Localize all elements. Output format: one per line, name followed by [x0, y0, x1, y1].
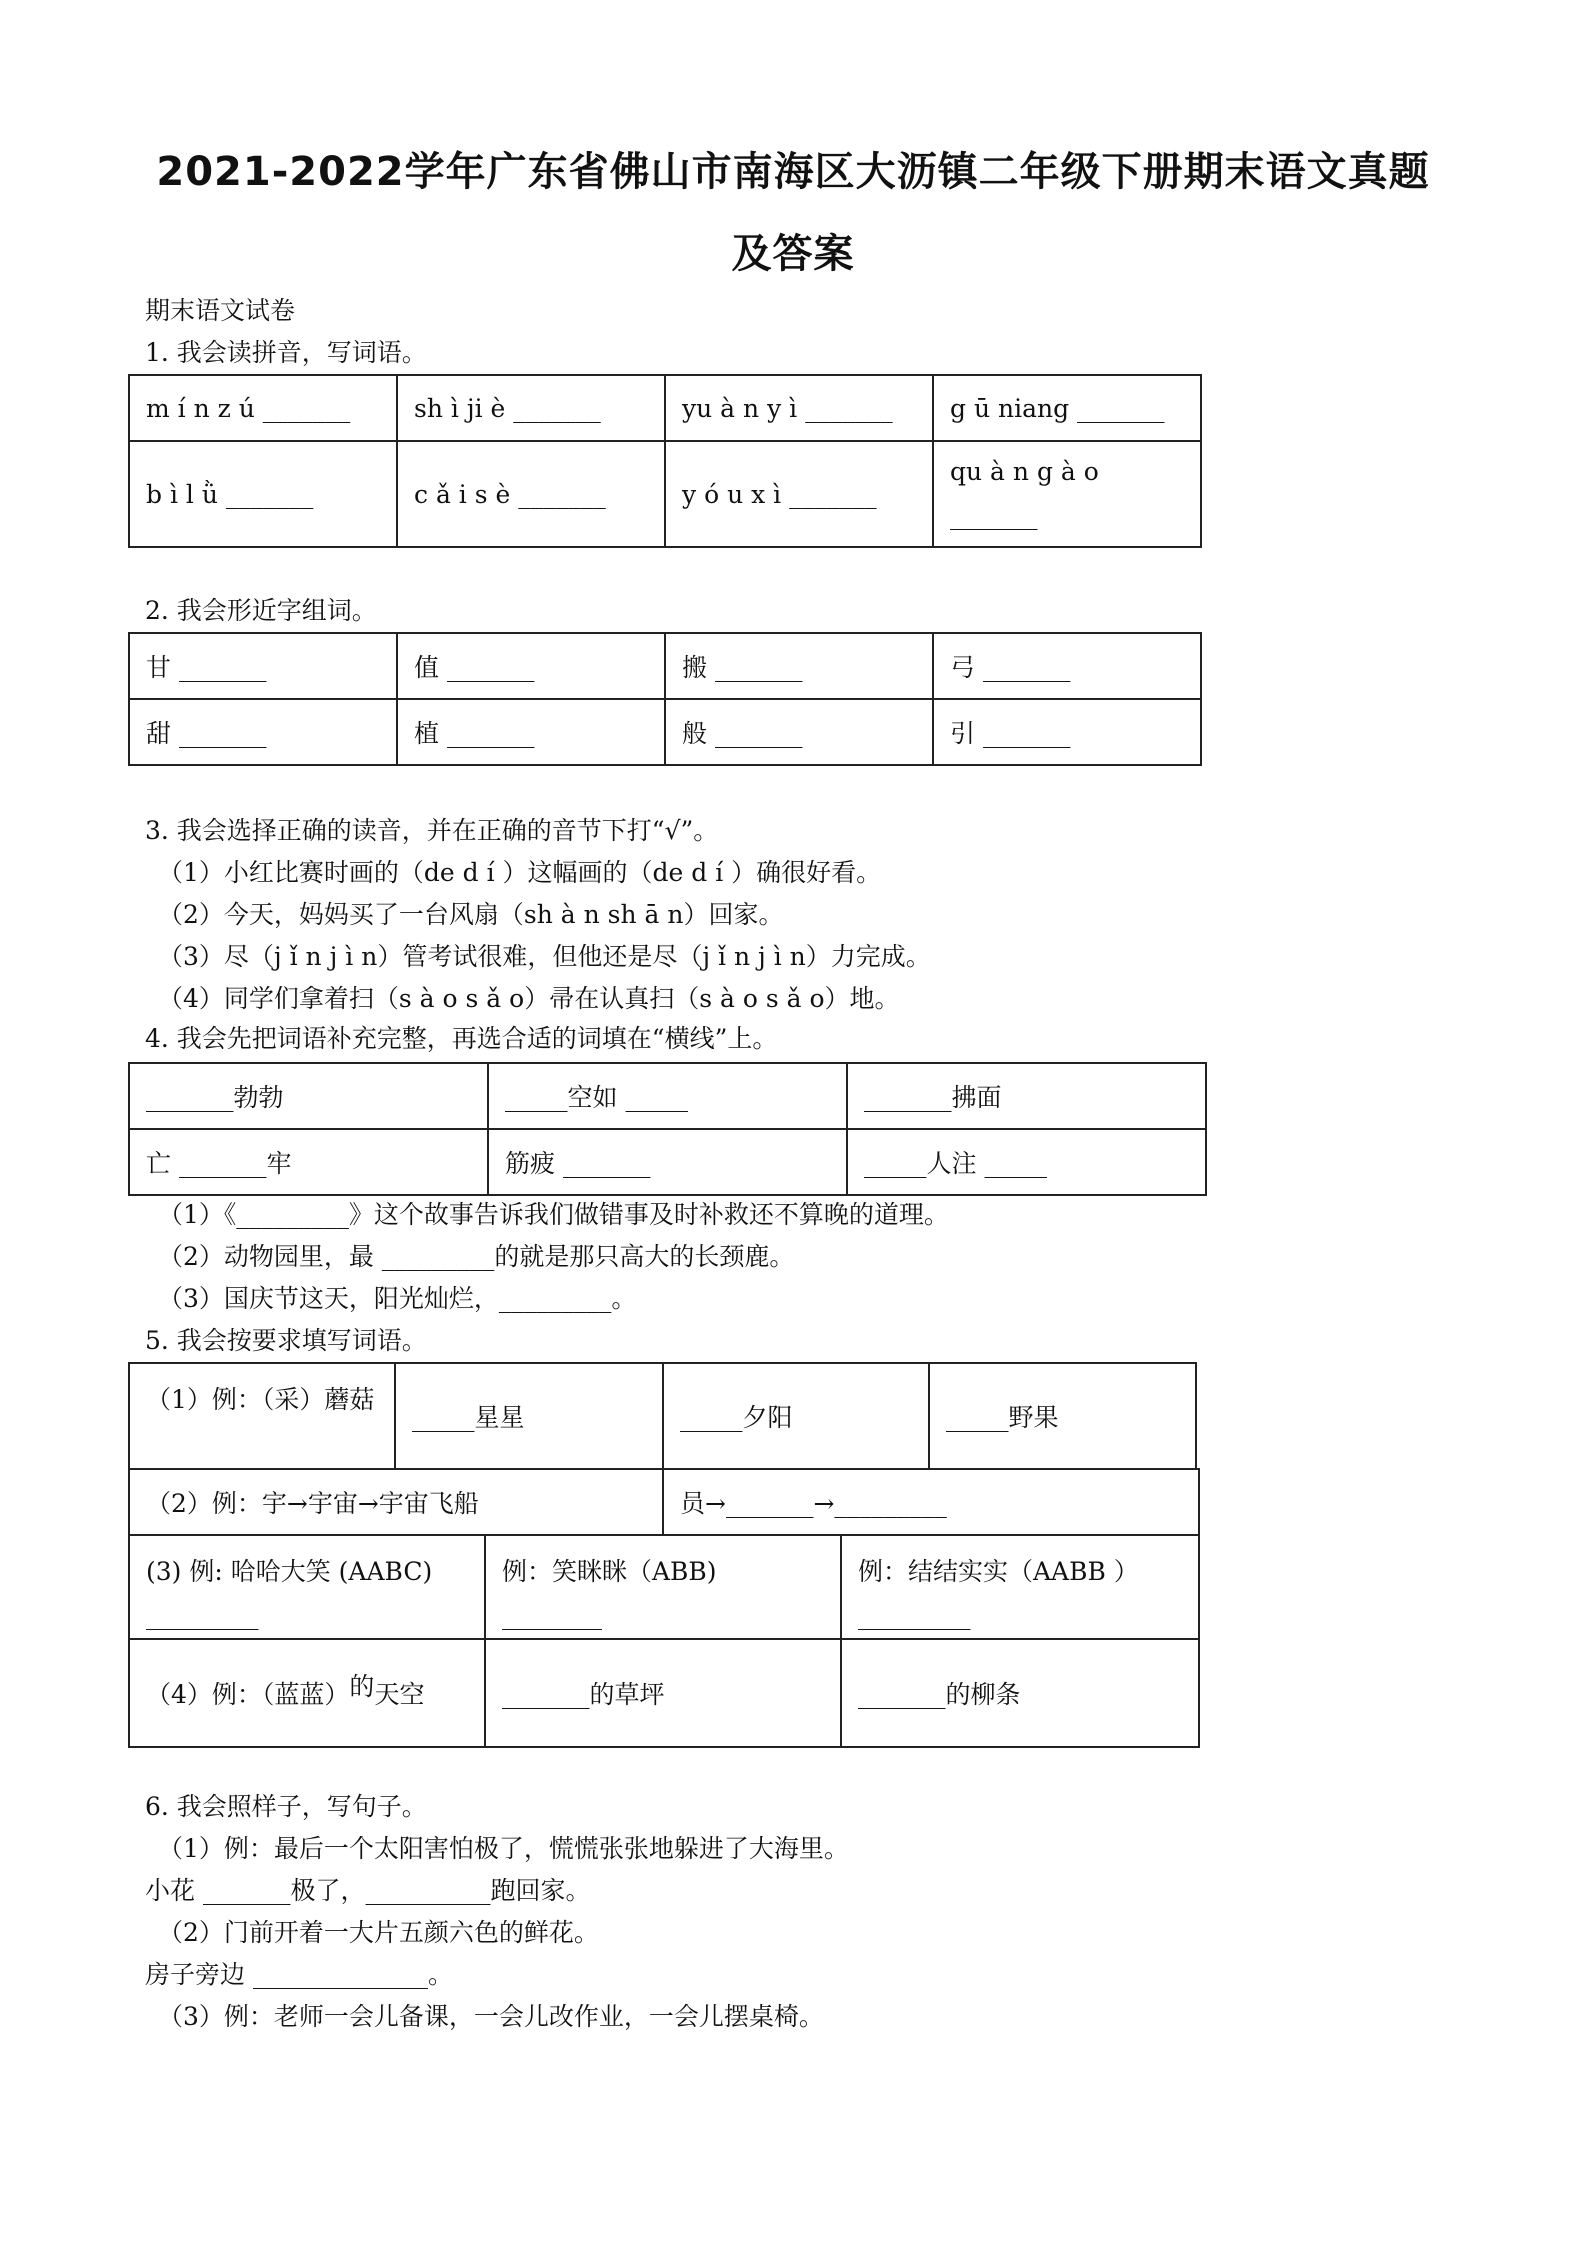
q1-cell: sh ì ji è _______: [397, 375, 665, 441]
q3-heading: 3. 我会选择正确的读音，并在正确的音节下打“√”。: [145, 816, 719, 845]
q5-cell: 例：结结实实（AABB ）_________: [858, 1557, 1139, 1630]
q4-heading: 4. 我会先把词语补充完整，再选合适的词填在“横线”上。: [145, 1024, 778, 1053]
q1-heading: 1. 我会读拼音，写词语。: [145, 338, 427, 367]
q5-cell: _______的草坪: [502, 1680, 665, 1709]
q4-cell: _____空如 _____: [488, 1063, 847, 1129]
q6-line: （1）例：最后一个太阳害怕极了，慌慌张张地躲进了大海里。: [158, 1834, 849, 1863]
q5-heading: 5. 我会按要求填写词语。: [145, 1326, 427, 1355]
q1-cell: y ó u x ì _______: [665, 441, 933, 547]
q6-line: 房子旁边 ______________。: [145, 1960, 453, 1989]
q2-cell: 甜 _______: [129, 699, 397, 765]
q2-table: [128, 632, 1202, 766]
q5-cell: _____夕阳: [680, 1403, 793, 1432]
exam-subtitle: 期末语文试卷: [145, 296, 296, 325]
q5-cell: (3) 例: 哈哈大笑 (AABC) _________: [146, 1557, 433, 1630]
q4-item: （3）国庆节这天，阳光灿烂，_________。: [158, 1284, 637, 1313]
q6-line: （2）门前开着一大片五颜六色的鲜花。: [158, 1918, 599, 1947]
q5-row4-suffix: 天空: [374, 1680, 425, 1709]
q5-cell: _______的柳条: [858, 1680, 1021, 1709]
q5-row4-de: 的: [349, 1672, 375, 1701]
q1-cell: c ǎ i s è _______: [397, 441, 665, 547]
q5-cell: （1）例：（采）蘑菇: [146, 1385, 375, 1414]
doc-title-line2: 及答案: [731, 231, 855, 277]
q3-item: （1）小红比赛时画的（de d í ）这幅画的（de d í ）确很好看。: [158, 858, 882, 887]
q6-heading: 6. 我会照样子，写句子。: [145, 1792, 427, 1821]
q5-cell: _____星星: [412, 1403, 525, 1432]
q4-item: （1）《_________》这个故事告诉我们做错事及时补救还不算晚的道理。: [158, 1200, 949, 1229]
q5-cell: 员→_______→_________: [680, 1489, 947, 1518]
q5-row4-prefix: （4）例：（蓝蓝）: [146, 1680, 350, 1709]
q5-row4-example: [130, 1640, 484, 1746]
q5-cell: 例：笑眯眯（ABB) ________: [502, 1557, 717, 1630]
q6-line: （3）例：老师一会儿备课，一会儿改作业，一会儿摆桌椅。: [158, 2002, 824, 2031]
q2-cell: 甘 _______: [129, 633, 397, 699]
q1-cell: qu à n g à o _______: [933, 441, 1201, 547]
doc-title-line1: 2021-2022学年广东省佛山市南海区大沥镇二年级下册期末语文真题: [156, 149, 1430, 195]
q4-item: （2）动物园里，最 _________的就是那只高大的长颈鹿。: [158, 1242, 795, 1271]
q5-cell: _____野果: [946, 1403, 1059, 1432]
q4-cell: _______拂面: [847, 1063, 1206, 1129]
q5-cell: （2）例：宇→宇宙→宇宙飞船: [146, 1489, 479, 1518]
q4-cell: 筋疲 _______: [488, 1129, 847, 1195]
q2-cell: 引 _______: [933, 699, 1201, 765]
q2-cell: 植 _______: [397, 699, 665, 765]
q4-cell: _____人注 _____: [847, 1129, 1206, 1195]
q4-table: [128, 1062, 1207, 1196]
q1-table: [128, 374, 1202, 548]
q1-cell: yu à n y ì _______: [665, 375, 933, 441]
q2-cell: 弓 _______: [933, 633, 1201, 699]
q1-cell: m í n z ú _______: [129, 375, 397, 441]
q2-cell: 值 _______: [397, 633, 665, 699]
q2-cell: 般 _______: [665, 699, 933, 765]
q1-cell: b ì l ǜ _______: [129, 441, 397, 547]
q3-item: （2）今天，妈妈买了一台风扇（sh à n sh ā n）回家。: [158, 900, 784, 929]
q6-line: 小花 _______极了，__________跑回家。: [145, 1876, 591, 1905]
q2-heading: 2. 我会形近字组词。: [145, 596, 377, 625]
q1-cell: g ū niang _______: [933, 375, 1201, 441]
q4-cell: _______勃勃: [129, 1063, 488, 1129]
q3-item: （4）同学们拿着扫（s à o s ǎ o）帚在认真扫（s à o s ǎ o）地。: [158, 984, 900, 1013]
q4-cell: 亡 _______牢: [129, 1129, 488, 1195]
q3-item: （3）尽（j ǐ n j ì n）管考试很难，但他还是尽（j ǐ n j ì n）力完成。: [158, 942, 931, 971]
q2-cell: 搬 _______: [665, 633, 933, 699]
